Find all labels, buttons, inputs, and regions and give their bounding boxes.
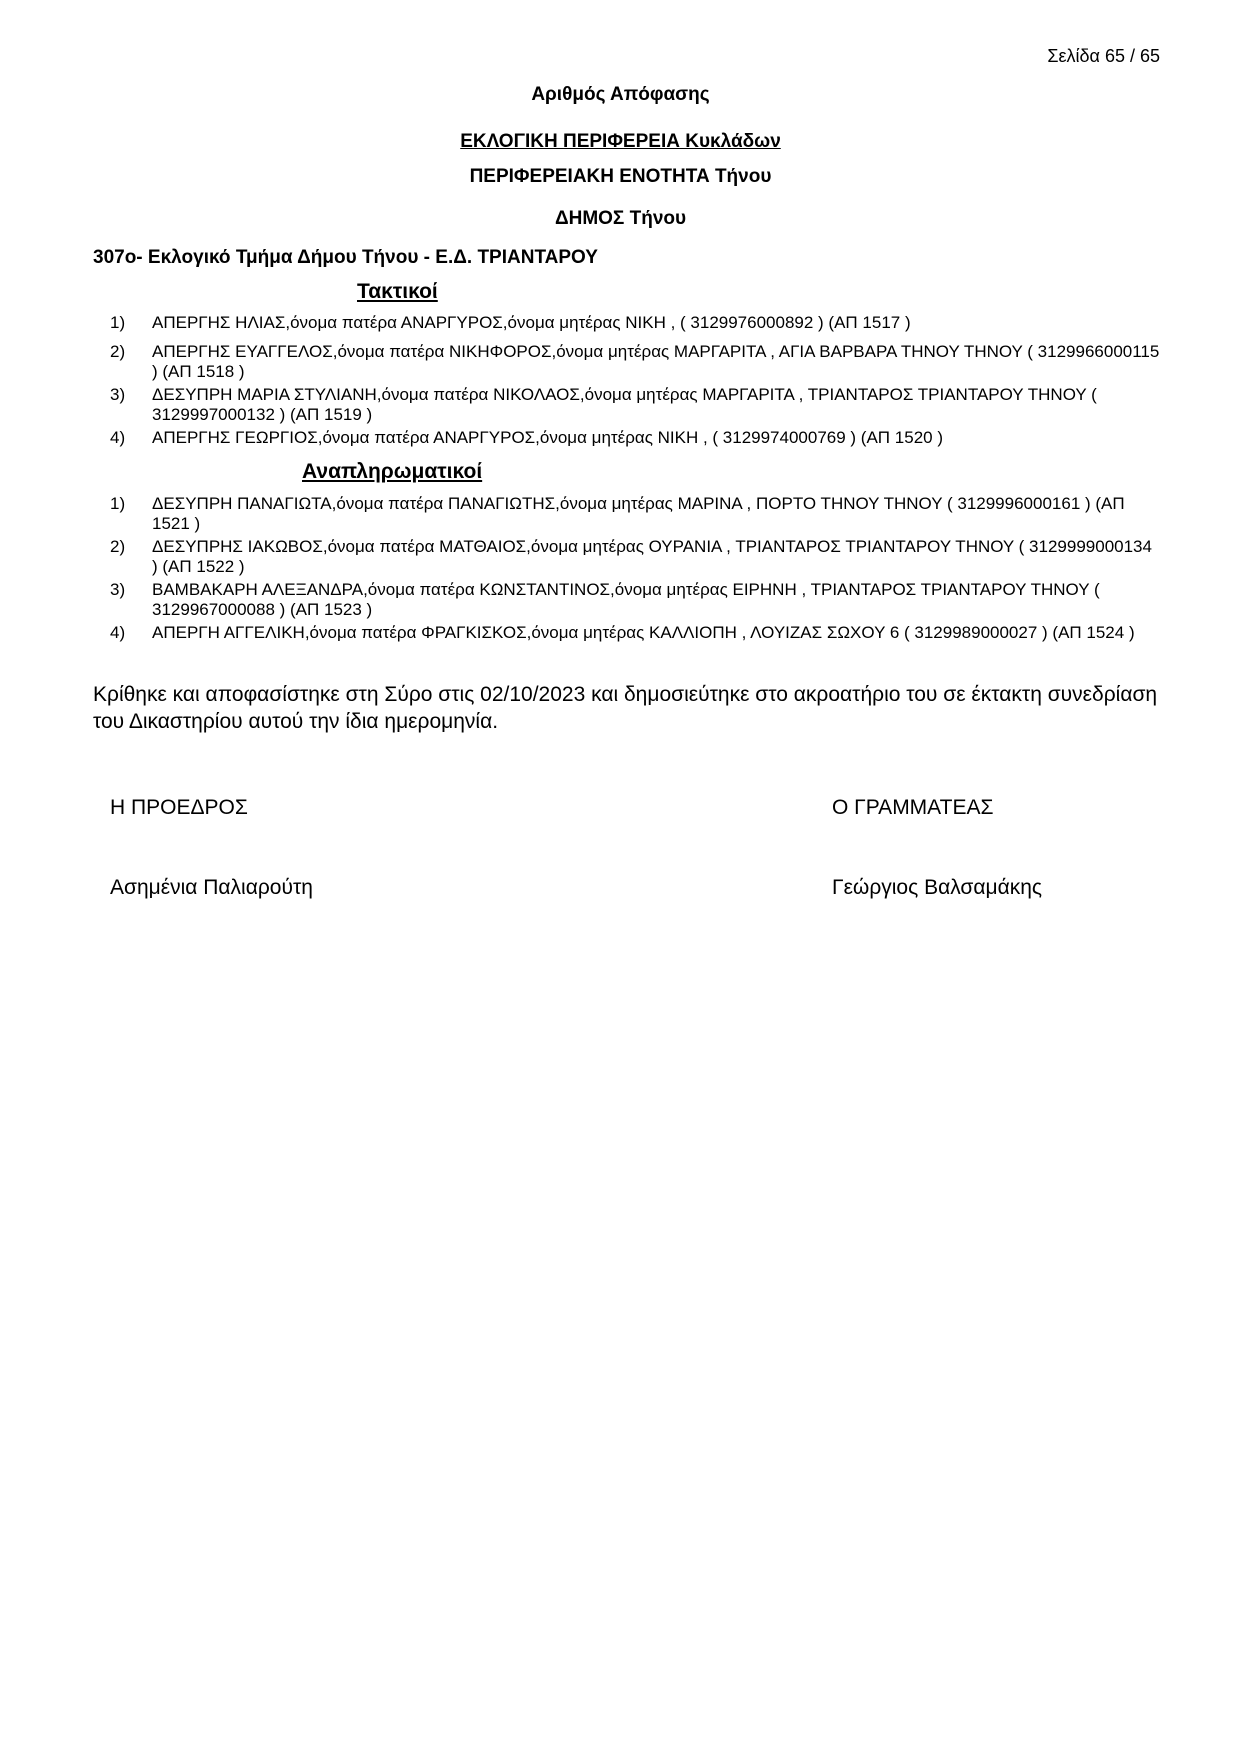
list-item-number: 3) <box>110 385 126 404</box>
list-item-text: ΔΕΣΥΠΡΗ ΜΑΡΙΑ ΣΤΥΛΙΑΝΗ,όνομα πατέρα ΝΙΚΟΛΑΟΣ,όνομα μητέρας ΜΑΡΓΑΡΙΤΑ , ΤΡΙΑΝΤΑΡΟΣ ΤΡΙΑΝΤΑΡΟΥ ΤΗΝΟΥ ( 3129997000132 ) (ΑΠ 1519 ) <box>152 385 1097 424</box>
list-item-number: 4) <box>110 623 126 642</box>
list-item-number: 3) <box>110 580 126 599</box>
list-item <box>110 537 1160 577</box>
page-number: Σελίδα 65 / 65 <box>1047 46 1160 66</box>
list-item-text: ΑΠΕΡΓΗΣ ΗΛΙΑΣ,όνομα πατέρα ΑΝΑΡΓΥΡΟΣ,όνομα μητέρας ΝΙΚΗ , ( 3129976000892 ) (ΑΠ 1517 ) <box>152 313 911 332</box>
secretary-name: Γεώργιος Βαλσαμάκης <box>832 876 1043 899</box>
list-item-text: ΑΠΕΡΓΗΣ ΓΕΩΡΓΙΟΣ,όνομα πατέρα ΑΝΑΡΓΥΡΟΣ,όνομα μητέρας ΝΙΚΗ , ( 3129974000769 ) (ΑΠ 1520 ) <box>152 428 943 447</box>
list-item-text: ΒΑΜΒΑΚΑΡΗ ΑΛΕΞΑΝΔΡΑ,όνομα πατέρα ΚΩΝΣΤΑΝΤΙΝΟΣ,όνομα μητέρας ΕΙΡΗΝΗ , ΤΡΙΑΝΤΑΡΟΣ ΤΡΙΑΝΤΑΡΟΥ ΤΗΝΟΥ ( 3129967000088 ) (ΑΠ 1523 ) <box>152 580 1100 619</box>
electoral-region-heading: ΕΚΛΟΓΙΚΗ ΠΕΡΙΦΕΡΕΙΑ Κυκλάδων <box>460 131 781 152</box>
list-item <box>110 313 1160 333</box>
polling-section-title: 307ο- Εκλογικό Τμήμα Δήμου Τήνου - Ε.Δ. ΤΡΙΑΝΤΑΡΟΥ <box>93 247 598 268</box>
president-title: Η ΠΡΟΕΔΡΟΣ <box>110 796 248 819</box>
regular-members-heading: Τακτικοί <box>357 280 438 303</box>
list-item-text: ΔΕΣΥΠΡΗΣ ΙΑΚΩΒΟΣ,όνομα πατέρα ΜΑΤΘΑΙΟΣ,όνομα μητέρας ΟΥΡΑΝΙΑ , ΤΡΙΑΝΤΑΡΟΣ ΤΡΙΑΝΤΑΡΟΥ ΤΗΝΟΥ ( 3129999000134 ) (ΑΠ 1522 ) <box>152 537 1152 576</box>
decision-number-heading: Αριθμός Απόφασης <box>531 84 710 105</box>
list-item-number: 4) <box>110 428 126 447</box>
list-item <box>110 580 1160 620</box>
substitute-members-heading: Αναπληρωματικοί <box>302 460 483 483</box>
list-item <box>110 494 1160 534</box>
closing-statement: Κρίθηκε και αποφασίστηκε στη Σύρο στις 02/10/2023 και δημοσιεύτηκε στο ακροατήριο του σε έκτακτη συνεδρίαση του Δικαστηρίου αυτού την ίδια ημερομηνία. <box>93 683 1158 733</box>
list-item-number: 1) <box>110 494 126 513</box>
list-item-number: 2) <box>110 342 126 361</box>
regional-unit-heading: ΠΕΡΙΦΕΡΕΙΑΚΗ ΕΝΟΤΗΤΑ Τήνου <box>469 166 772 187</box>
secretary-title: Ο ΓΡΑΜΜΑΤΕΑΣ <box>832 796 994 819</box>
list-item-text: ΑΠΕΡΓΗ ΑΓΓΕΛΙΚΗ,όνομα πατέρα ΦΡΑΓΚΙΣΚΟΣ,όνομα μητέρας ΚΑΛΛΙΟΠΗ , ΛΟΥΙΖΑΣ ΣΩΧΟΥ 6 ( 3129989000027 ) (ΑΠ 1524 ) <box>152 623 1135 642</box>
list-item <box>110 623 1160 643</box>
list-item <box>110 385 1160 425</box>
list-item-number: 2) <box>110 537 126 556</box>
list-item-text: ΑΠΕΡΓΗΣ ΕΥΑΓΓΕΛΟΣ,όνομα πατέρα ΝΙΚΗΦΟΡΟΣ,όνομα μητέρας ΜΑΡΓΑΡΙΤΑ , ΑΓΙΑ ΒΑΡΒΑΡΑ ΤΗΝΟΥ ΤΗΝΟΥ ( 3129966000115 ) (ΑΠ 1518 ) <box>152 342 1160 381</box>
list-item <box>110 342 1160 382</box>
list-item <box>110 428 1160 448</box>
president-name: Ασημένια Παλιαρούτη <box>110 876 313 899</box>
list-item-text: ΔΕΣΥΠΡΗ ΠΑΝΑΓΙΩΤΑ,όνομα πατέρα ΠΑΝΑΓΙΩΤΗΣ,όνομα μητέρας ΜΑΡΙΝΑ , ΠΟΡΤΟ ΤΗΝΟΥ ΤΗΝΟΥ ( 3129996000161 ) (ΑΠ 1521 ) <box>152 494 1125 533</box>
list-item-number: 1) <box>110 313 126 332</box>
municipality-heading: ΔΗΜΟΣ Τήνου <box>554 208 687 229</box>
